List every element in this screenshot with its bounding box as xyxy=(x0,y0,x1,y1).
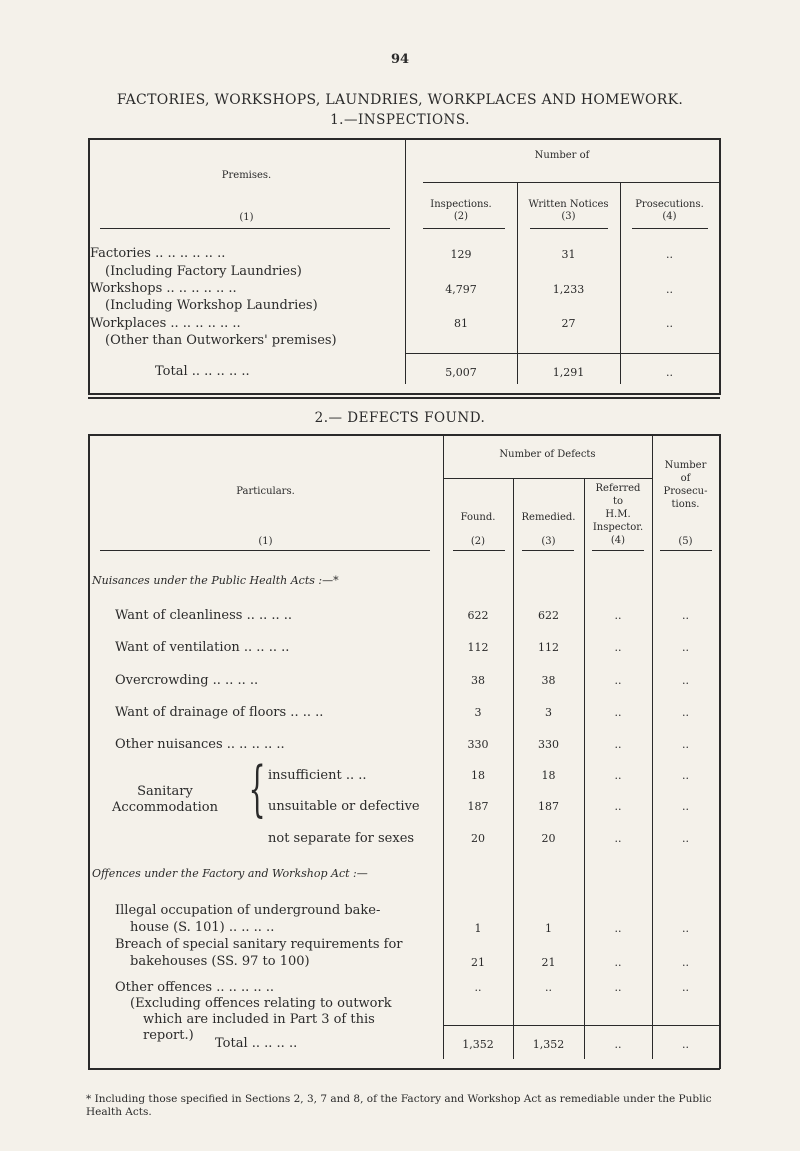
col-referred-header: Inspector. xyxy=(592,522,644,533)
col-referred-header: to xyxy=(612,496,624,507)
brace-icon: { xyxy=(248,754,266,824)
cell-prosecutions: .. xyxy=(682,922,689,935)
col-found-header: Found. xyxy=(460,512,496,523)
col4-number: (4) xyxy=(662,211,677,222)
row-label: Workplaces .. .. .. .. .. .. xyxy=(90,316,241,331)
number-of-defects-header: Number of Defects xyxy=(499,449,596,460)
cell-found: 38 xyxy=(471,674,485,687)
cell-referred: .. xyxy=(614,738,622,751)
total-remedied: 1,352 xyxy=(532,1038,565,1051)
row-label: bakehouses (SS. 97 to 100) xyxy=(130,954,310,969)
footnote: * Including those specified in Sections 2, 3, 7 and 8, of the Factory and Workshop Act as remediable under the Public Health Acts. xyxy=(86,1093,712,1118)
cell-prosecutions: .. xyxy=(682,832,689,845)
cell-referred: .. xyxy=(614,641,622,654)
total-label: Total .. .. .. .. xyxy=(215,1036,298,1051)
cell-prosecutions: .. xyxy=(682,674,689,687)
col-inspections-header: Inspections. xyxy=(430,199,492,210)
col-premises-header: Premises. xyxy=(221,170,272,181)
cell-prosecutions: .. xyxy=(666,283,673,296)
total-found: 1,352 xyxy=(462,1038,494,1051)
col3-number: (3) xyxy=(561,211,576,222)
total-referred: .. xyxy=(614,1038,622,1051)
cell-remedied: 21 xyxy=(541,956,556,969)
nuisances-heading: Nuisances under the Public Health Acts :—* xyxy=(92,574,339,587)
col-prosecutions-header: of xyxy=(680,473,691,484)
col-referred-header: H.M. xyxy=(605,509,631,520)
cell-inspections: 129 xyxy=(450,248,472,261)
total-label: Total .. .. .. .. .. xyxy=(155,364,250,379)
cell-referred: .. xyxy=(614,922,622,935)
row-label: Factories .. .. .. .. .. .. xyxy=(90,246,226,261)
col1-number: (1) xyxy=(258,536,273,547)
cell-referred: .. xyxy=(614,769,622,782)
col-prosecutions-header: Number xyxy=(664,460,707,471)
total-inspections: 5,007 xyxy=(445,366,477,379)
cell-referred: .. xyxy=(614,674,622,687)
cell-remedied: 330 xyxy=(538,738,559,751)
total-prosecutions: .. xyxy=(682,1038,689,1051)
col-prosecutions-header: Prosecutions. xyxy=(635,199,704,210)
row-label: which are included in Part 3 of this xyxy=(143,1012,375,1027)
row-label: report.) xyxy=(143,1028,194,1043)
row-label: Breach of special sanitary requirements for xyxy=(115,937,403,952)
section2-title: 2.— DEFECTS FOUND. xyxy=(314,410,486,426)
cell-prosecutions: .. xyxy=(682,800,689,813)
cell-found: 18 xyxy=(471,769,485,782)
col-remedied-header: Remedied. xyxy=(521,512,576,523)
row-label: not separate for sexes xyxy=(268,831,415,846)
cell-remedied: 20 xyxy=(541,832,556,845)
cell-found: 622 xyxy=(467,609,489,622)
cell-remedied: 3 xyxy=(545,706,552,719)
col2-number: (2) xyxy=(470,536,486,547)
col2-number: (2) xyxy=(453,211,469,222)
cell-remedied: 1 xyxy=(545,922,552,935)
row-sublabel: (Other than Outworkers' premises) xyxy=(105,333,337,348)
cell-referred: .. xyxy=(614,981,622,994)
row-label: unsuitable or defective xyxy=(268,799,420,814)
page-heading: FACTORIES, WORKSHOPS, LAUNDRIES, WORKPLACES AND HOMEWORK. xyxy=(116,92,684,108)
cell-prosecutions: .. xyxy=(682,609,689,622)
cell-referred: .. xyxy=(614,706,622,719)
col-prosecutions-header: Prosecu- xyxy=(663,486,708,497)
cell-found: 330 xyxy=(467,738,489,751)
cell-written-notices: 31 xyxy=(561,248,576,261)
cell-found: 1 xyxy=(474,922,482,935)
total-prosecutions: .. xyxy=(666,366,673,379)
cell-prosecutions: .. xyxy=(666,248,673,261)
cell-written-notices: 27 xyxy=(561,317,576,330)
row-label: Other offences .. .. .. .. .. xyxy=(115,980,275,995)
cell-referred: .. xyxy=(614,609,622,622)
cell-prosecutions: .. xyxy=(682,769,689,782)
row-label: Workshops .. .. .. .. .. .. xyxy=(90,281,237,296)
cell-remedied: 622 xyxy=(538,609,559,622)
col1-number: (1) xyxy=(239,212,254,223)
cell-inspections: 4,797 xyxy=(445,283,477,296)
cell-found: 112 xyxy=(467,641,489,654)
cell-found: 21 xyxy=(471,956,485,969)
cell-remedied: 112 xyxy=(538,641,559,654)
col-referred-header: Referred xyxy=(595,483,641,494)
row-label: (Excluding offences relating to outwork xyxy=(130,996,392,1011)
cell-remedied: 38 xyxy=(541,674,556,687)
cell-written-notices: 1,233 xyxy=(552,283,585,296)
row-label: Illegal occupation of underground bake- xyxy=(115,903,381,918)
sanitary-label: Accommodation xyxy=(112,800,218,815)
cell-remedied: 187 xyxy=(538,800,559,813)
total-written-notices: 1,291 xyxy=(552,366,585,379)
col-written-notices-header: Written Notices xyxy=(528,199,609,210)
cell-prosecutions: .. xyxy=(682,706,689,719)
cell-found: 20 xyxy=(471,832,485,845)
row-label: insufficient .. .. xyxy=(268,768,367,783)
offences-heading: Offences under the Factory and Workshop Act :— xyxy=(92,867,368,880)
cell-remedied: .. xyxy=(545,981,552,994)
cell-prosecutions: .. xyxy=(666,317,673,330)
row-sublabel: (Including Workshop Laundries) xyxy=(105,298,318,313)
col-particulars-header: Particulars. xyxy=(236,486,295,497)
col5-number: (5) xyxy=(678,536,693,547)
cell-prosecutions: .. xyxy=(682,956,689,969)
row-label: Overcrowding .. .. .. .. xyxy=(115,673,259,688)
row-label: house (S. 101) .. .. .. .. xyxy=(130,920,275,935)
cell-found: .. xyxy=(474,981,482,994)
cell-referred: .. xyxy=(614,800,622,813)
cell-inspections: 81 xyxy=(454,317,468,330)
cell-prosecutions: .. xyxy=(682,641,689,654)
number-of-header: Number of xyxy=(534,150,590,161)
page-number: 94 xyxy=(390,52,410,67)
cell-found: 3 xyxy=(474,706,482,719)
row-label: Want of cleanliness .. .. .. .. xyxy=(115,608,293,623)
row-sublabel: (Including Factory Laundries) xyxy=(105,264,302,279)
cell-found: 187 xyxy=(467,800,489,813)
cell-remedied: 18 xyxy=(541,769,556,782)
row-label: Want of ventilation .. .. .. .. xyxy=(115,640,290,655)
cell-referred: .. xyxy=(614,832,622,845)
section1-title: 1.—INSPECTIONS. xyxy=(330,112,470,128)
col4-number: (4) xyxy=(610,535,626,546)
row-label: Other nuisances .. .. .. .. .. xyxy=(115,737,285,752)
col-prosecutions-header: tions. xyxy=(671,499,700,510)
row-label: Want of drainage of floors .. .. .. xyxy=(115,705,324,720)
col3-number: (3) xyxy=(541,536,556,547)
cell-prosecutions: .. xyxy=(682,981,689,994)
cell-referred: .. xyxy=(614,956,622,969)
cell-prosecutions: .. xyxy=(682,738,689,751)
sanitary-label: Sanitary xyxy=(137,784,193,799)
